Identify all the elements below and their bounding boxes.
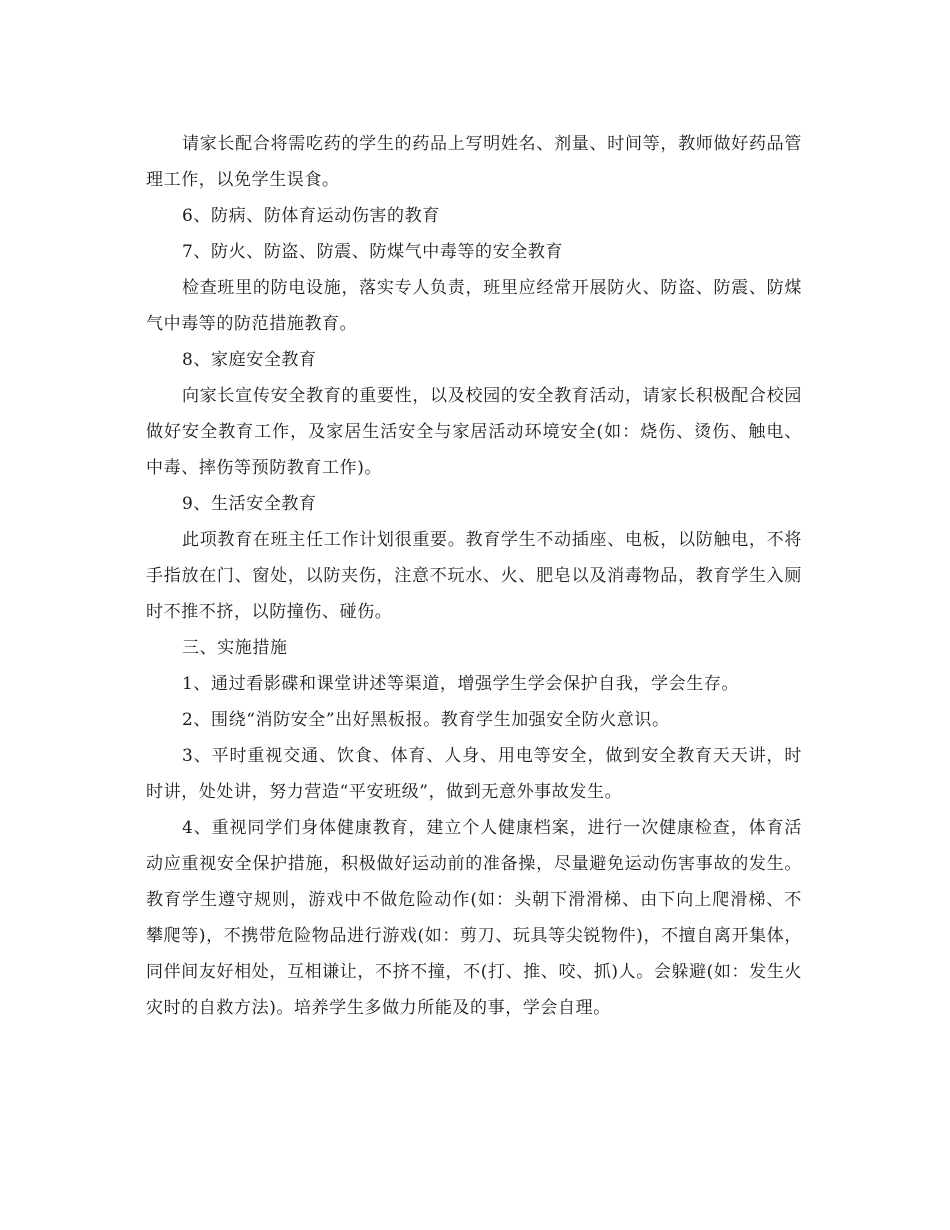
- heading-illness-sports-injury: 6、防病、防体育运动伤害的教育: [182, 206, 440, 226]
- heading-implementation-measures: 三、实施措施: [182, 638, 288, 658]
- paragraph-measure-2: 2、围绕“消防安全”出好黑板报。教育学生加强安全防火意识。: [182, 710, 670, 730]
- document-body: [146, 126, 802, 1026]
- paragraph-family-safety: 向家长宣传安全教育的重要性，以及校园的安全教育活动，请家长积极配合校园做好安全教育工作，及家居生活安全与家居活动环境安全(如：烧伤、烫伤、触电、中毒、摔伤等预防教育工作)。: [146, 386, 802, 478]
- paragraph-measure-3: 3、平时重视交通、饮食、体育、人身、用电等安全，做到安全教育天天讲，时时讲，处处讲，努力营造“平安班级”，做到无意外事故发生。: [146, 746, 802, 802]
- paragraph-electrical-inspection: 检查班里的防电设施，落实专人负责，班里应经常开展防火、防盗、防震、防煤气中毒等的防范措施教育。: [146, 278, 802, 334]
- paragraph-life-safety: 此项教育在班主任工作计划很重要。教育学生不动插座、电板，以防触电，不将手指放在门、窗处，以防夹伤，注意不玩水、火、肥皂以及消毒物品，教育学生入厕时不推不挤，以防撞伤、碰伤。: [146, 530, 802, 622]
- paragraph-measure-4: 4、重视同学们身体健康教育，建立个人健康档案，进行一次健康检查，体育活动应重视安全保护措施，积极做好运动前的准备操，尽量避免运动伤害事故的发生。教育学生遵守规则，游戏中不做危险动作(如：头朝下滑滑梯、由下向上爬滑梯、不攀爬等)，不携带危险物品进行游戏(如：剪刀、玩具等尖锐物件)，不擅自离开集体，同伴间友好相处，互相谦让，不挤不撞，不(打、推、咬、抓)人。会躲避(如：发生火灾时的自救方法)。培养学生多做力所能及的事，学会自理。: [146, 818, 802, 1018]
- heading-family-safety: 8、家庭安全教育: [182, 350, 317, 370]
- paragraph-measure-1: 1、通过看影碟和课堂讲述等渠道，增强学生学会保护自我，学会生存。: [182, 674, 740, 694]
- paragraph-medicine-management: 请家长配合将需吃药的学生的药品上写明姓名、剂量、时间等，教师做好药品管理工作，以免学生误食。: [146, 134, 802, 190]
- heading-fire-theft-quake-gas: 7、防火、防盗、防震、防煤气中毒等的安全教育: [182, 242, 564, 262]
- heading-life-safety: 9、生活安全教育: [182, 494, 317, 514]
